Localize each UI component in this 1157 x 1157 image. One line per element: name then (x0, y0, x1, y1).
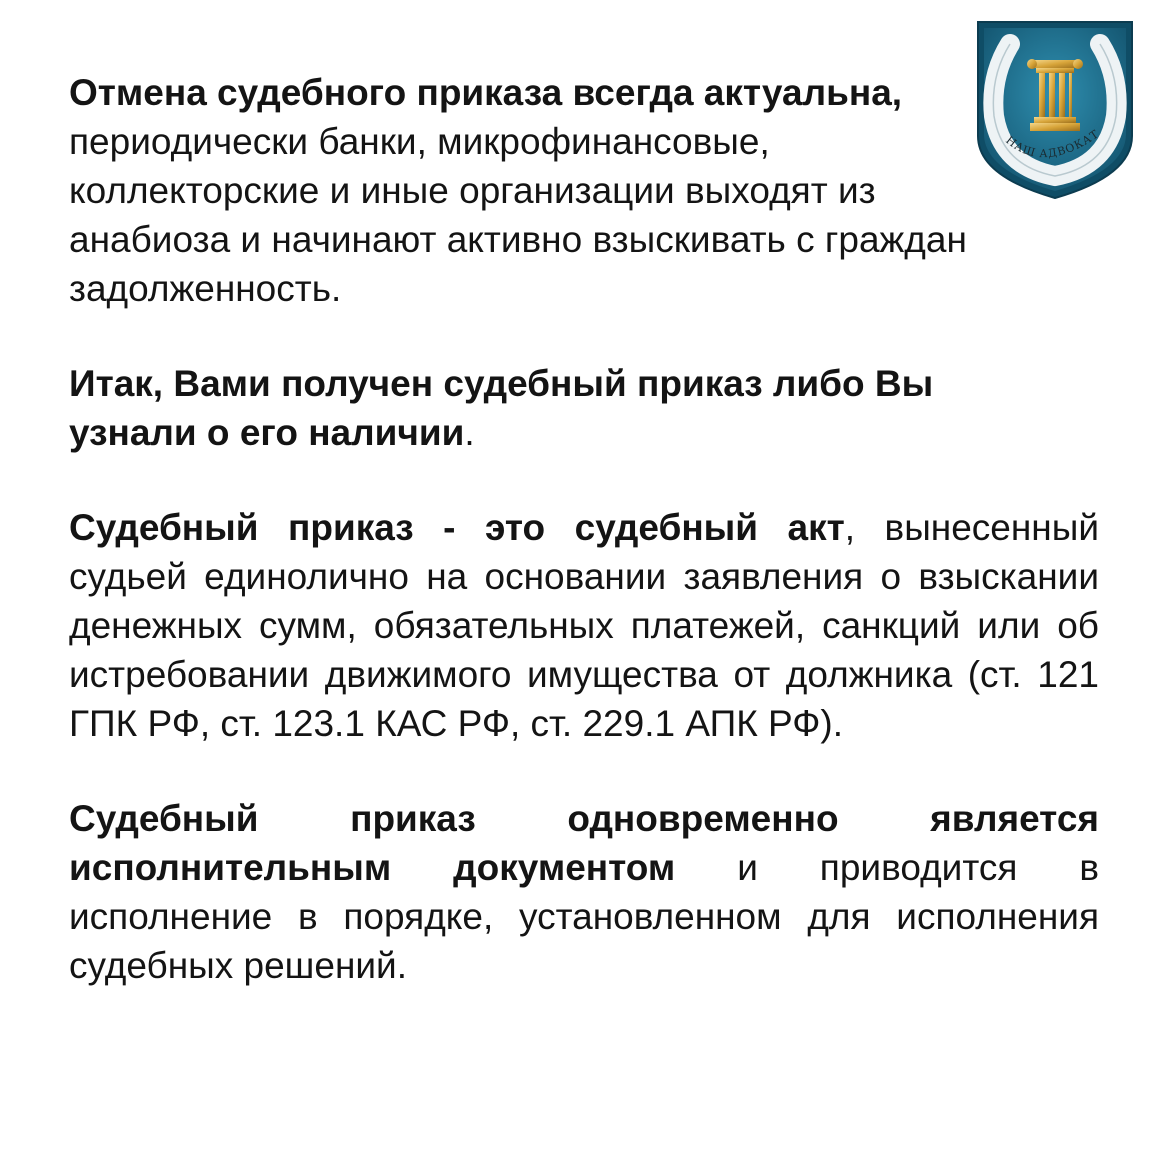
paragraph-3-text: , вынесенный судьей единолично на основании заявления о взыскании денежных сумм, обязательных платежей, санкций или об истребовании движимого имущества от должника (ст. 121 ГПК РФ, ст. 123.1 КАС РФ, ст. 229.1 АПК РФ). (69, 507, 1100, 744)
paragraph-4-text: и приводится в исполнение в порядке, установленном для исполнения судебных решений. (69, 847, 1099, 986)
paragraph-3-bold: Судебный приказ - это судебный акт (69, 507, 845, 548)
logo-text: НАШ АДВОКАТ (1003, 127, 1102, 161)
paragraph-2-text: . (464, 412, 475, 453)
paragraph-2-bold: Итак, Вами получен судебный приказ либо Вы узнали о его наличии (69, 363, 934, 453)
shield-emblem-icon (972, 16, 1138, 202)
paragraph-2 (69, 359, 1049, 457)
document-body (69, 68, 1102, 1036)
paragraph-1 (69, 68, 969, 313)
paragraph-3 (69, 503, 1099, 748)
law-firm-logo (972, 16, 1138, 202)
paragraph-1-bold: Отмена судебного приказа всегда актуальна, (69, 72, 903, 113)
paragraph-4-bold: Судебный приказ одновременно является исполнительным документом (69, 798, 1099, 888)
paragraph-4 (69, 794, 1099, 990)
paragraph-1-text: периодически банки, микрофинансовые, коллекторские и иные организации выходят из анабиоза и начинают активно взыскивать с граждан задолженность. (69, 121, 967, 309)
